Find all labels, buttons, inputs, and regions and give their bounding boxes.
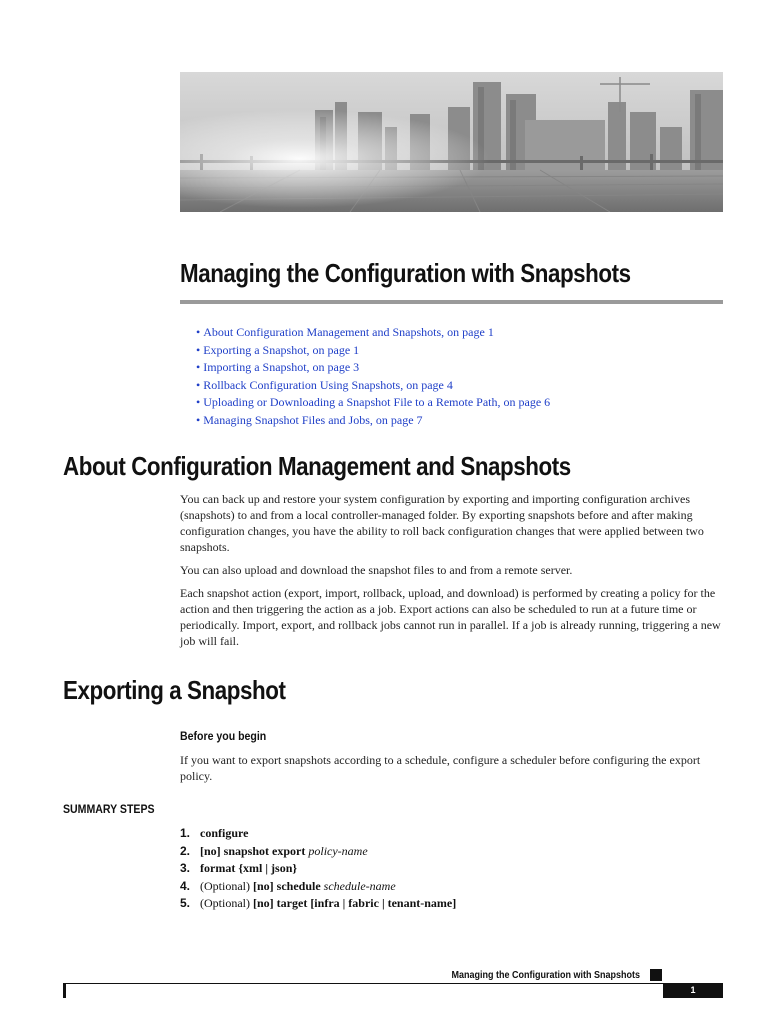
step-item: 5. (Optional) [no] target [infra | fabric | tenant-name] xyxy=(180,896,457,911)
before-you-begin-text: If you want to export snapshots according to a schedule, configure a scheduler before configuring the export policy. xyxy=(180,753,701,783)
before-you-begin-label: Before you begin xyxy=(180,729,267,743)
footer-chapter-title: Managing the Configuration with Snapshots xyxy=(451,970,640,981)
about-paragraph-1: You can back up and restore your system configuration by exporting and importing configuration archives (snapshots) to and from a local controller-managed folder. By exporting snapshots before and after making configuration changes, you have the ability to roll back configuration changes that were applied between two snapshots. xyxy=(180,492,704,554)
toc-item-managing[interactable]: • Managing Snapshot Files and Jobs, on page 7 xyxy=(196,412,423,427)
toc-item-about[interactable]: • About Configuration Management and Snapshots, on page 1 xyxy=(196,325,494,339)
section-heading-about: About Configuration Management and Snapshots xyxy=(63,451,571,481)
step-item: 1. configure xyxy=(180,826,249,840)
toc-item-exporting[interactable]: • Exporting a Snapshot, on page 1 xyxy=(196,342,360,357)
toc-link[interactable]: Exporting a Snapshot, on page 1 xyxy=(203,342,360,357)
step-item: 3. format {xml | json} xyxy=(180,861,298,876)
step-item: 4. (Optional) [no] schedule schedule-name xyxy=(180,878,396,893)
hero-image xyxy=(180,72,723,212)
chapter-toc xyxy=(196,324,550,430)
toc-link[interactable]: About Configuration Management and Snapshots, on page 1 xyxy=(203,325,494,339)
toc-link[interactable]: Managing Snapshot Files and Jobs, on page 7 xyxy=(203,412,423,427)
toc-item-uploading[interactable]: • Uploading or Downloading a Snapshot File to a Remote Path, on page 6 xyxy=(196,395,551,410)
step-item: 2. [no] snapshot export policy-name xyxy=(180,843,368,858)
toc-link[interactable]: Rollback Configuration Using Snapshots, on page 4 xyxy=(203,377,453,392)
summary-steps-list xyxy=(180,825,456,913)
toc-item-rollback[interactable]: • Rollback Configuration Using Snapshots, on page 4 xyxy=(196,377,453,392)
toc-link[interactable]: Importing a Snapshot, on page 3 xyxy=(203,360,360,375)
about-paragraph-2: You can also upload and download the snapshot files to and from a remote server. xyxy=(180,563,573,577)
section-heading-exporting: Exporting a Snapshot xyxy=(63,675,286,705)
chapter-title: Managing the Configuration with Snapshots xyxy=(180,258,631,288)
chapter-title-rule xyxy=(180,300,723,304)
page-number: 1 xyxy=(663,983,723,998)
footer-tick xyxy=(63,983,66,998)
summary-steps-label: SUMMARY STEPS xyxy=(63,802,155,816)
footer-rule xyxy=(63,983,663,984)
about-paragraph-3: Each snapshot action (export, import, rollback, upload, and download) is performed by creating a policy for the action and then triggering the action as a job. Export actions can also be scheduled to run at a future time or periodically. Import, export, and rollback jobs cannot run in parallel. If a job is already running, triggering a new job will fail. xyxy=(180,586,721,648)
cityscape-illustration xyxy=(180,72,723,212)
toc-link[interactable]: Uploading or Downloading a Snapshot File to a Remote Path, on page 6 xyxy=(203,395,551,410)
footer-marker xyxy=(650,969,662,981)
toc-item-importing[interactable]: • Importing a Snapshot, on page 3 xyxy=(196,360,360,375)
